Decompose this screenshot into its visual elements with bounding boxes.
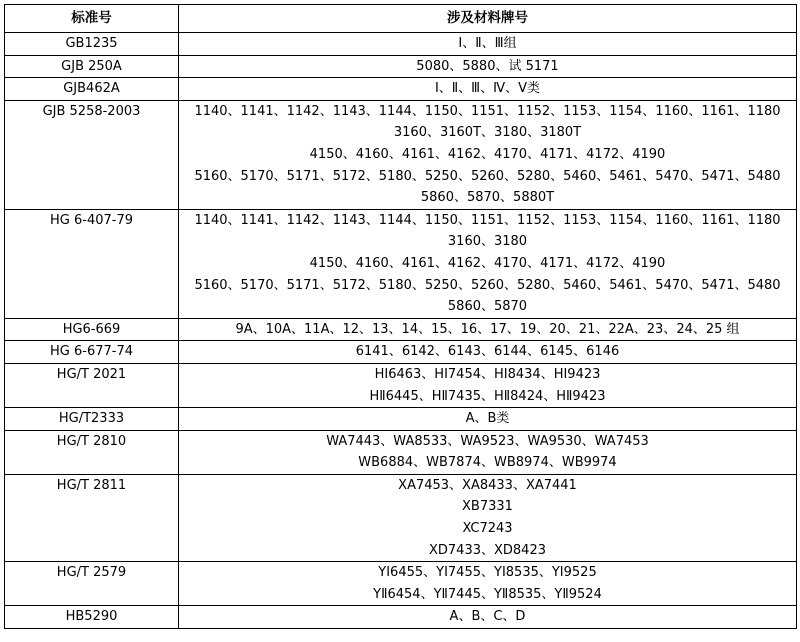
material-grade-line: 5860、5870、5880T — [420, 190, 555, 206]
material-grade-line: WB6884、WB7874、WB8974、WB9974 — [358, 455, 617, 471]
material-grade-line: 1140、1141、1142、1143、1144、1150、1151、1152、1153、1154、1160、1161、1180 — [194, 103, 781, 119]
material-grade-line: HⅠ6463、HⅠ7454、HⅠ8434、HⅠ9423 — [374, 366, 601, 382]
table-row — [5, 474, 797, 561]
standard-number-cell: HG/T 2811 — [5, 474, 179, 561]
material-grade-line: A、B类 — [465, 411, 510, 427]
header-material-grades: 涉及材料牌号 — [179, 5, 797, 33]
standard-number-cell: GJB 250A — [5, 55, 179, 78]
standard-number-cell: HG 6-677-74 — [5, 341, 179, 364]
material-grade-line: 3160、3180 — [447, 234, 528, 250]
material-grades-cell — [179, 606, 797, 629]
table-row — [5, 606, 797, 629]
material-grade-line: WA7443、WA8533、WA9523、WA9530、WA7453 — [326, 433, 649, 449]
material-grade-line: 5160、5170、5171、5172、5180、5250、5260、5280、5460、5461、5470、5471、5480 — [194, 277, 781, 293]
material-grade-line: 9A、10A、11A、12、13、14、15、16、17、19、20、21、22A、23、24、25 组 — [235, 321, 740, 337]
standard-number-cell: HG6-669 — [5, 318, 179, 341]
standard-number-cell: HG/T 2810 — [5, 430, 179, 474]
standard-number-cell: HG/T 2579 — [5, 562, 179, 606]
material-grades-cell — [179, 341, 797, 364]
table-row — [5, 341, 797, 364]
material-grades-cell — [179, 430, 797, 474]
standard-number-cell: GJB 5258-2003 — [5, 100, 179, 209]
material-grade-line: 4150、4160、4161、4162、4170、4171、4172、4190 — [309, 146, 666, 162]
standard-number-cell: HG 6-407-79 — [5, 209, 179, 318]
standard-number-cell: GJB462A — [5, 78, 179, 101]
material-grade-line: 5160、5170、5171、5172、5180、5250、5260、5280、5460、5461、5470、5471、5480 — [194, 168, 781, 184]
table-row — [5, 363, 797, 407]
material-grade-line: Ⅰ、Ⅱ、Ⅲ、Ⅳ、Ⅴ类 — [434, 81, 541, 97]
material-grades-cell — [179, 408, 797, 431]
material-grade-line: XA7453、XA8433、XA7441 — [398, 477, 577, 493]
standard-number-cell: HB5290 — [5, 606, 179, 629]
header-standard-number: 标准号 — [5, 5, 179, 33]
material-grade-line: 5860、5870 — [447, 299, 528, 315]
material-grades-cell — [179, 318, 797, 341]
material-grades-cell — [179, 100, 797, 209]
standard-number-cell: GB1235 — [5, 33, 179, 56]
material-grade-line: Ⅰ、Ⅱ、Ⅲ组 — [458, 36, 517, 51]
material-grade-line: A、B、C、D — [449, 609, 526, 625]
material-grade-line: 3160、3160T、3180、3180T — [393, 125, 582, 141]
table-row — [5, 562, 797, 606]
material-grades-cell — [179, 209, 797, 318]
header-row — [5, 5, 797, 33]
table-row — [5, 33, 797, 56]
material-grade-line: 4150、4160、4161、4162、4170、4171、4172、4190 — [309, 255, 666, 271]
material-grades-cell — [179, 78, 797, 101]
table-row — [5, 78, 797, 101]
table-row — [5, 100, 797, 209]
material-grades-cell — [179, 363, 797, 407]
material-grade-line: HⅡ6445、HⅡ7435、HⅡ8424、HⅡ9423 — [369, 388, 606, 404]
material-grade-line: YⅡ6454、YⅡ7445、YⅡ8535、YⅡ9524 — [373, 586, 602, 602]
material-grades-cell — [179, 474, 797, 561]
material-grade-line: 6141、6142、6143、6144、6145、6146 — [355, 344, 620, 360]
table-row — [5, 318, 797, 341]
material-grade-line: XD7433、XD8423 — [428, 542, 546, 558]
table-row — [5, 408, 797, 431]
material-grades-cell — [179, 33, 797, 56]
material-grade-line: YⅠ6455、YⅠ7455、YⅠ8535、YⅠ9525 — [378, 565, 597, 581]
standard-number-cell: HG/T2333 — [5, 408, 179, 431]
standards-table — [4, 4, 797, 629]
material-grades-cell — [179, 562, 797, 606]
table-row — [5, 209, 797, 318]
material-grade-line: XC7243 — [462, 521, 513, 537]
material-grade-line: 1140、1141、1142、1143、1144、1150、1151、1152、1153、1154、1160、1161、1180 — [194, 212, 781, 228]
standard-number-cell: HG/T 2021 — [5, 363, 179, 407]
table-row — [5, 55, 797, 78]
table-row — [5, 430, 797, 474]
material-grade-line: XB7331 — [462, 499, 513, 515]
material-grade-line: 5080、5880、试 5171 — [416, 58, 559, 74]
material-grades-cell — [179, 55, 797, 78]
